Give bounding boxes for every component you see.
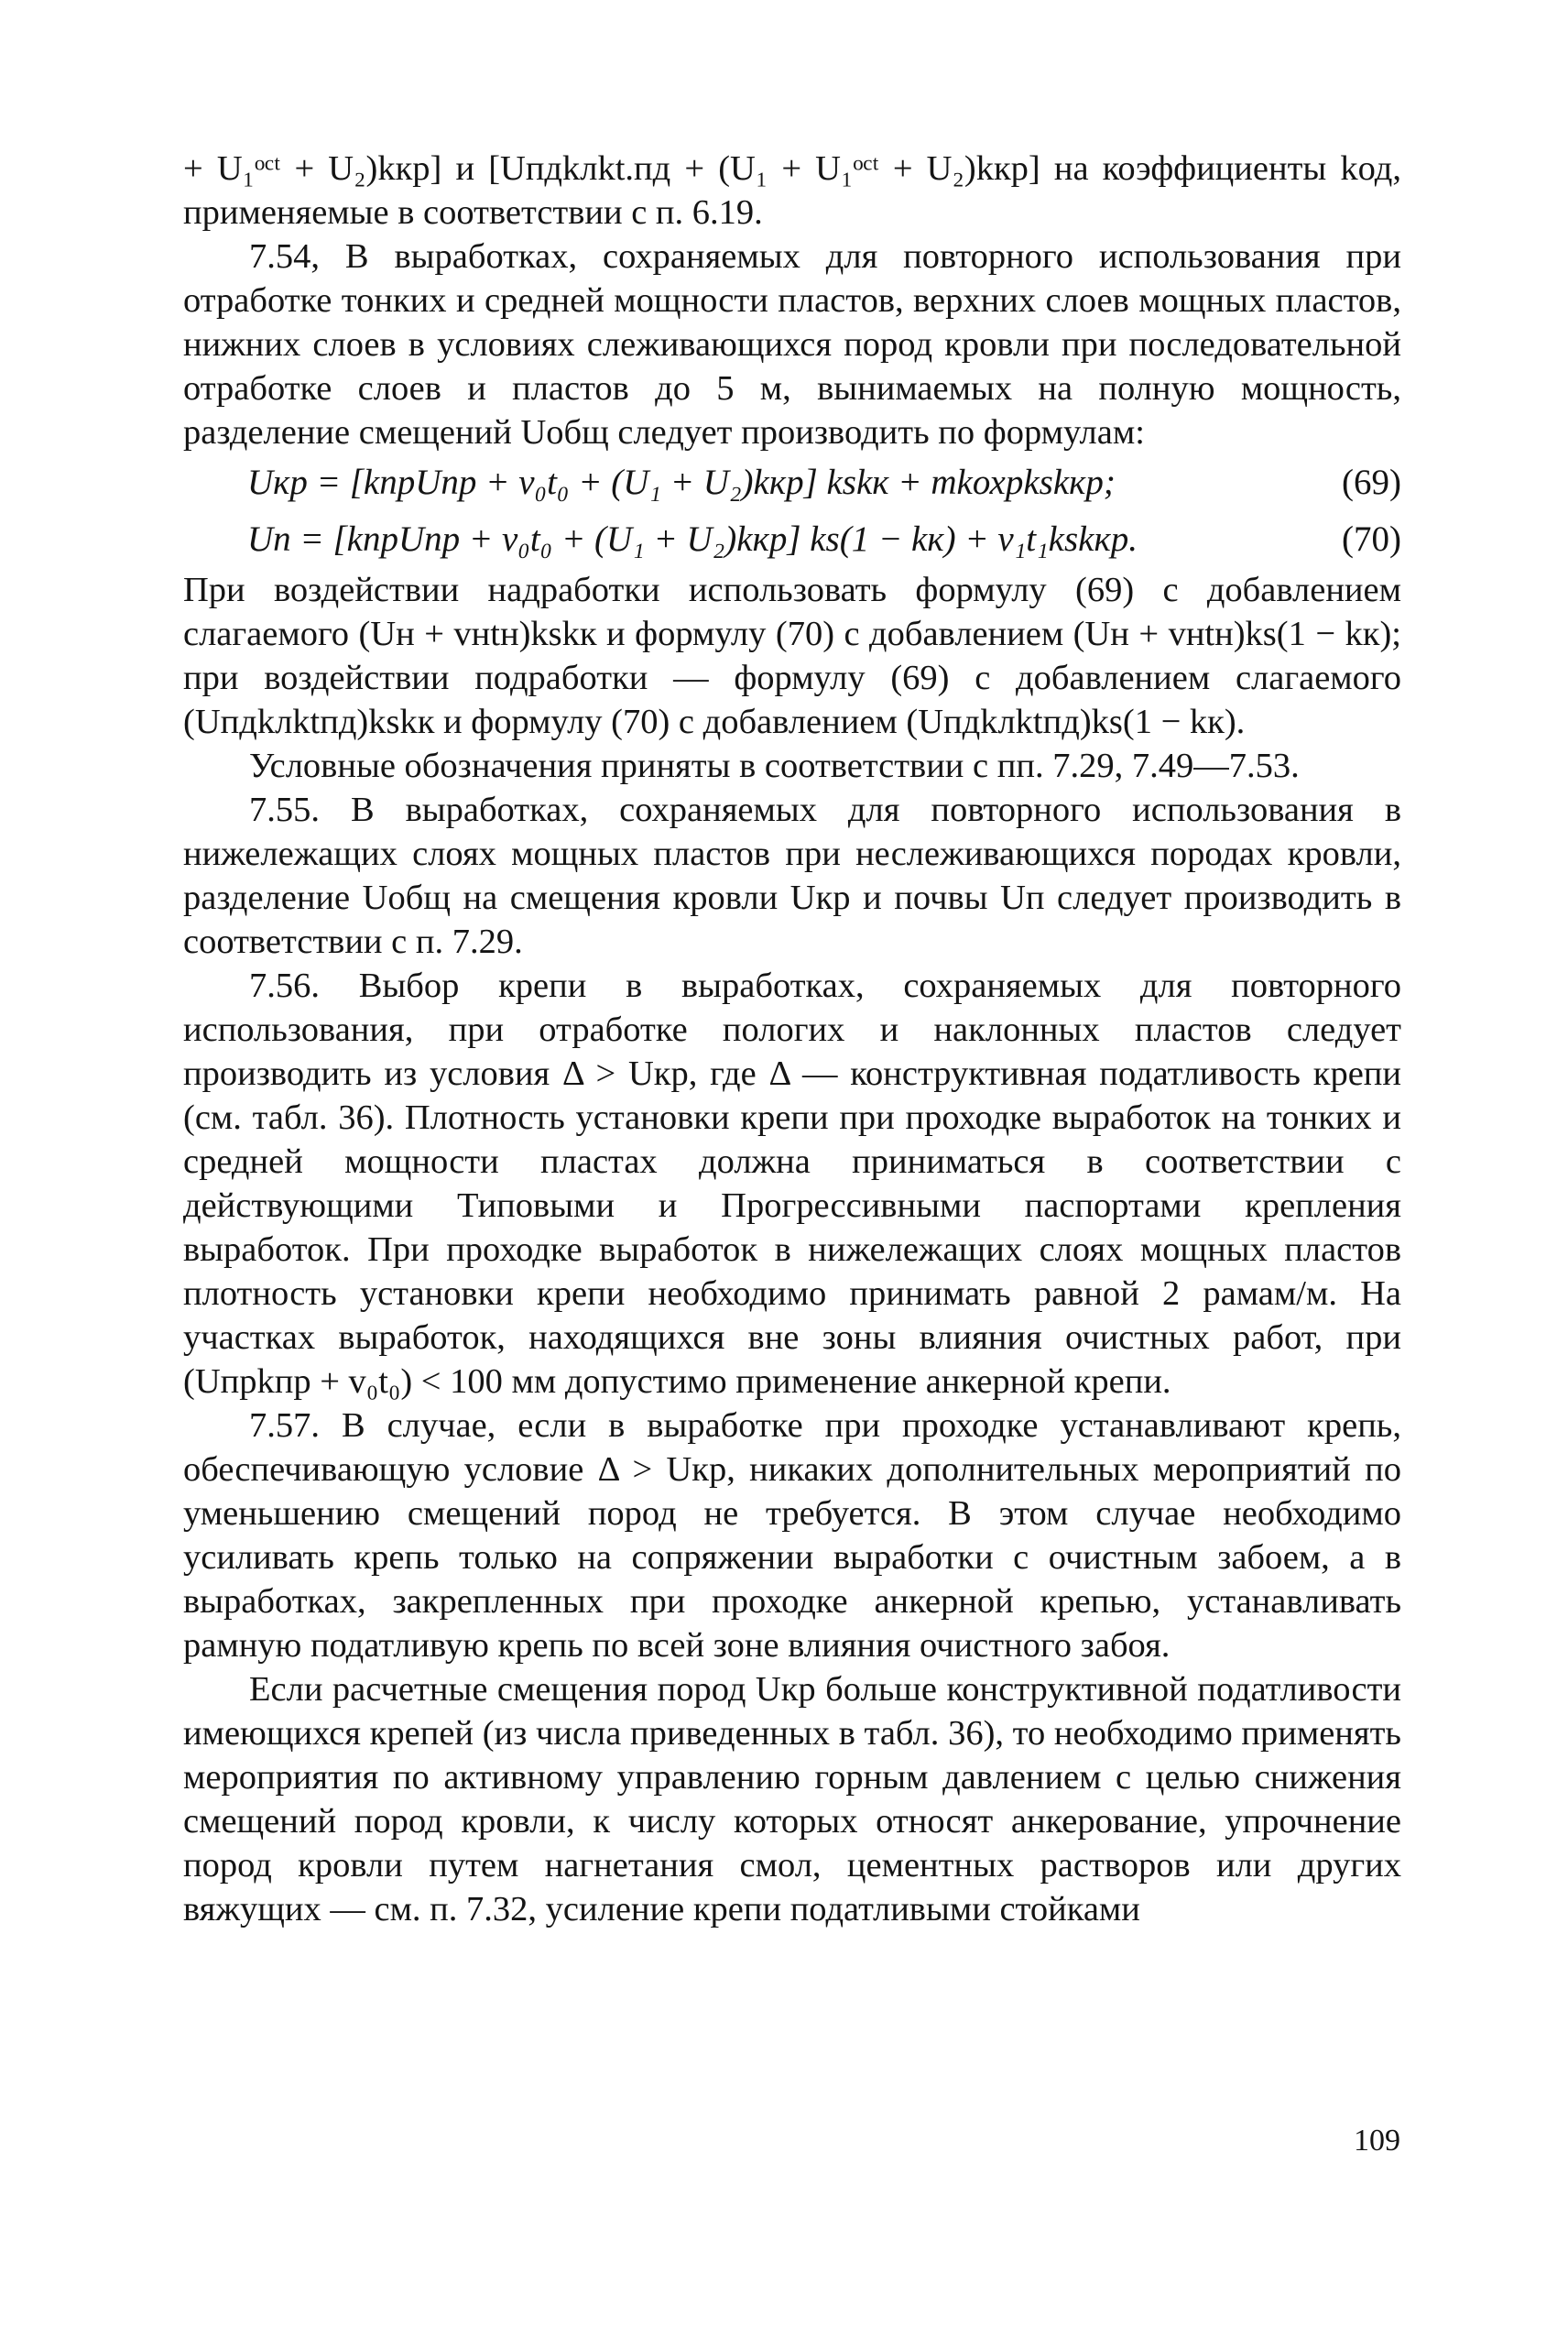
paragraph-esli: Если расчетные смещения пород Uкр больше конструктивной податливости имеющихся крепей (из числа приведенных в табл. 36), то необходимо применять мероприятия по активному управлению горным давлением с целью снижения смещений пород кровли, к числу которых относят анкерование, упрочнение пород кровли путем нагнетания смол, цементных растворов или других вяжущих — см. п. 7.32, усиление крепи податливыми стойками: [183, 1670, 1401, 1928]
paragraph-7-56: 7.56. Выбор крепи в выработках, сохраняемых для повторного использования, при отработке пологих и наклонных пластов следует производить из условия Δ > Uкр, где Δ — конструктивная податливость крепи (см. табл. 36). Плотность установки крепи при проходке выработок на тонких и средней мощности пластах должна приниматься в соответствии с действующими Типовыми и Прогрессивными паспортами крепления выработок. При проходке выработок в нижележащих слоях мощных пластов плотность установки крепи необходимо принимать равной 2 рамам/м. На участках выработок, находящихся вне зоны влияния очистных работ, при (Uпрkпр + v₀t₀) < 100 мм допустимо применение анкерной крепи.: [183, 967, 1401, 1401]
paragraph-7-54: 7.54, В выработках, сохраняемых для повторного использования при отработке тонких и средней мощности пластов, верхних слоев мощных пластов, нижних слоев в условиях слеживающихся пород кровли при последовательной отработке слоев и пластов до 5 м, вынимаемых на полную мощность, разделение смещений Uобщ следует производить по формулам:: [183, 237, 1401, 452]
paragraph-7-57: 7.57. В случае, если в выработке при проходке устанавливают крепь, обеспечивающую условие Δ > Uкр, никаких дополнительных мероприятий по уменьшению смещений пород не требуется. В этом случае необходимо усиливать крепь только на сопряжении выработки с очистным забоем, а в выработках, закрепленных при проходке анкерной крепью, устанавливать рамную податливую крепь по всей зоне влияния очистного забоя.: [183, 1406, 1401, 1665]
paragraph-uslovnye: Условные обозначения приняты в соответствии с пп. 7.29, 7.49—7.53.: [249, 747, 1300, 785]
formula-70-expression: Uп = [kпрUпр + v₀t₀ + (U₁ + U₂)kкр] ks(1 − kк) + v₁t₁kskкр.: [247, 519, 1138, 559]
paragraph-7-55: 7.55. В выработках, сохраняемых для повторного использования в нижележащих слоях мощных пластов при неслеживающихся породах кровли, разделение Uобщ на смещения кровли Uкр и почвы Uп следует производить в соответствии с п. 7.29.: [183, 791, 1401, 961]
paragraph-intro: + U₁ᵒᶜᵗ + U₂)kкр] и [Uпдkлkt.пд + (U₁ + U₁ᵒᶜᵗ + U₂)kкр] на коэффициенты kод, применяемые в соответствии с п. 6.19.: [183, 149, 1401, 232]
formula-69-expression: Uкр = [kпрUпр + v₀t₀ + (U₁ + U₂)kкр] kskк + mkохрkskкр;: [247, 463, 1116, 502]
paragraph-nadrabotka: При воздействии надработки использовать формулу (69) с добавлением слагаемого (Uн + vнtн)kskк и формулу (70) с добавлением (Uн + vнtн)ks(1 − kк); при воздействии подработки — формулу (69) с добавлением слагаемого (Uпдkлktпд)kskк и формулу (70) с добавлением (Uпдkлktпд)ks(1 − kк).: [183, 571, 1401, 741]
body-text: [183, 147, 1401, 1931]
formula-69-number: (69): [1342, 463, 1401, 502]
formula-70-number: (70): [1342, 519, 1401, 559]
formula-69: [183, 454, 1401, 511]
page-number: 109: [1354, 2124, 1400, 2158]
formula-70: [183, 511, 1401, 568]
